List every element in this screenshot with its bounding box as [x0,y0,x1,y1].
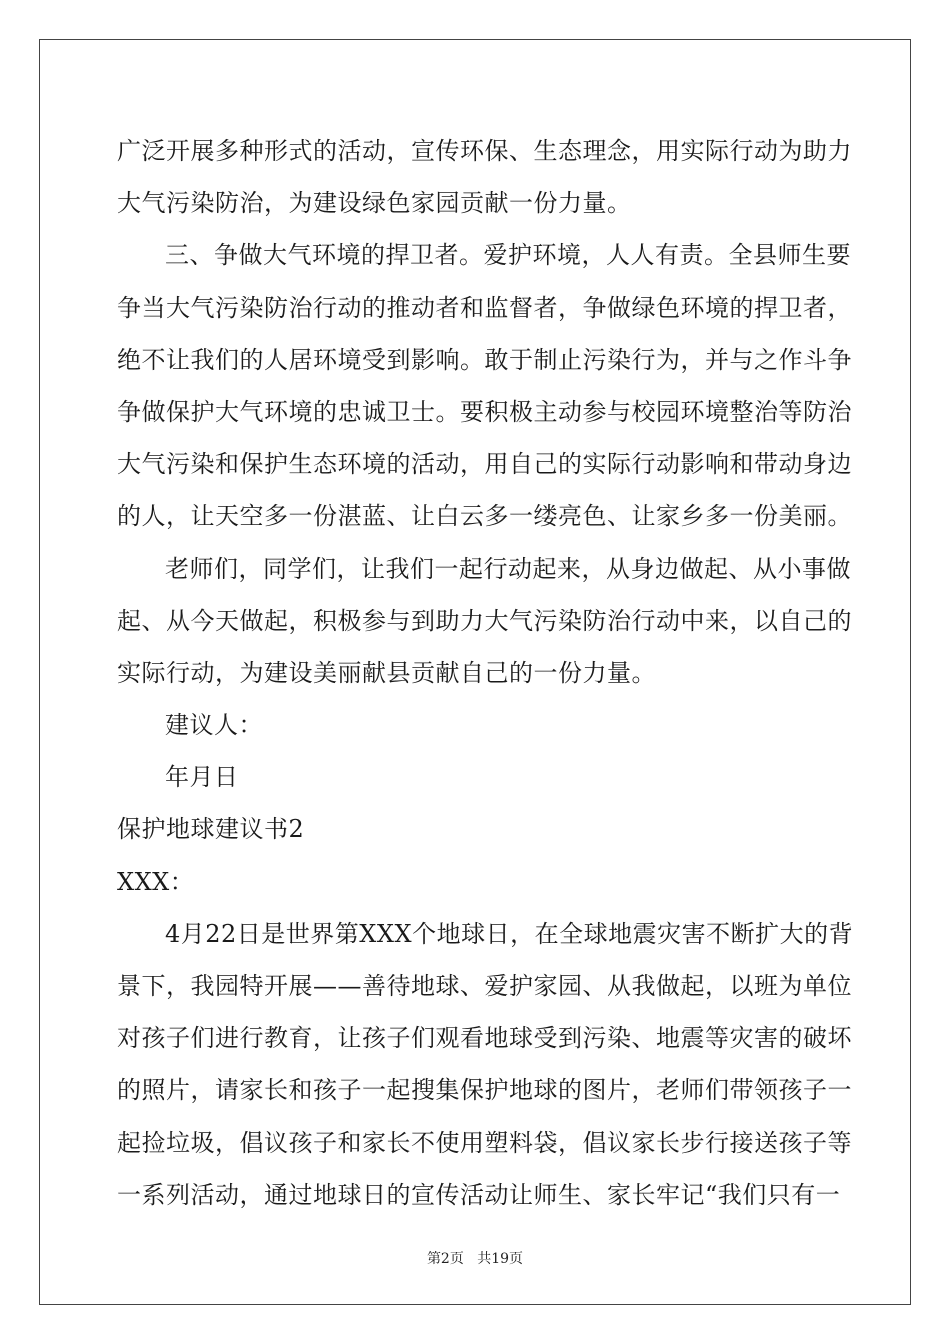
text-line: 绝不让我们的人居环境受到影响。敢于制止污染行为，并与之作斗争 [117,345,852,374]
date-label: 年月日 [165,763,239,792]
text-line: 大气污染防治，为建设绿色家园贡献一份力量。 [117,189,632,218]
text-line: 广泛开展多种形式的活动，宣传环保、生态理念，用实际行动为助力 [117,137,852,165]
text-line: 争当大气污染防治行动的推动者和监督者，争做绿色环境的捍卫者， [117,293,852,322]
text-line: 景下，我园特开展——善待地球、爱护家园、从我做起，以班为单位 [117,972,852,1000]
text-line: 的人，让天空多一份湛蓝、让白云多一缕亮色、让家乡多一份美丽。 [117,502,852,531]
text-line: 的照片，请家长和孩子一起搜集保护地球的图片，老师们带领孩子一 [117,1076,852,1105]
text-line: 一系列活动，通过地球日的宣传活动让师生、家长牢记“我们只有一 [117,1180,841,1209]
document-body [117,125,854,1221]
signer-label: 建议人： [165,711,263,740]
section-title: 保护地球建议书2 [117,815,305,844]
text-line: 起捡垃圾，倡议孩子和家长不使用塑料袋，倡议家长步行接送孩子等 [117,1128,852,1157]
text-line: 起、从今天做起，积极参与到助力大气污染防治行动中来，以自己的 [117,606,852,635]
salutation: XXX： [117,867,195,896]
text-line: 争做保护大气环境的忠诚卫士。要积极主动参与校园环境整治等防治 [117,397,852,426]
page-footer [0,1248,950,1268]
text-line: 4月22日是世界第XXX个地球日，在全球地震灾害不断扩大的背 [165,919,854,948]
text-line: 大气污染和保护生态环境的活动，用自己的实际行动影响和带动身边 [117,450,852,479]
text-line: 老师们，同学们，让我们一起行动起来，从身边做起、从小事做 [165,554,851,583]
text-line: 三、争做大气环境的捍卫者。爱护环境，人人有责。全县师生要 [165,241,851,270]
text-line: 实际行动，为建设美丽献县贡献自己的一份力量。 [117,658,656,687]
text-line: 对孩子们进行教育，让孩子们观看地球受到污染、地震等灾害的破坏 [117,1024,852,1053]
page-number: 第2页 [426,1251,464,1267]
page-total: 共19页 [477,1251,524,1267]
